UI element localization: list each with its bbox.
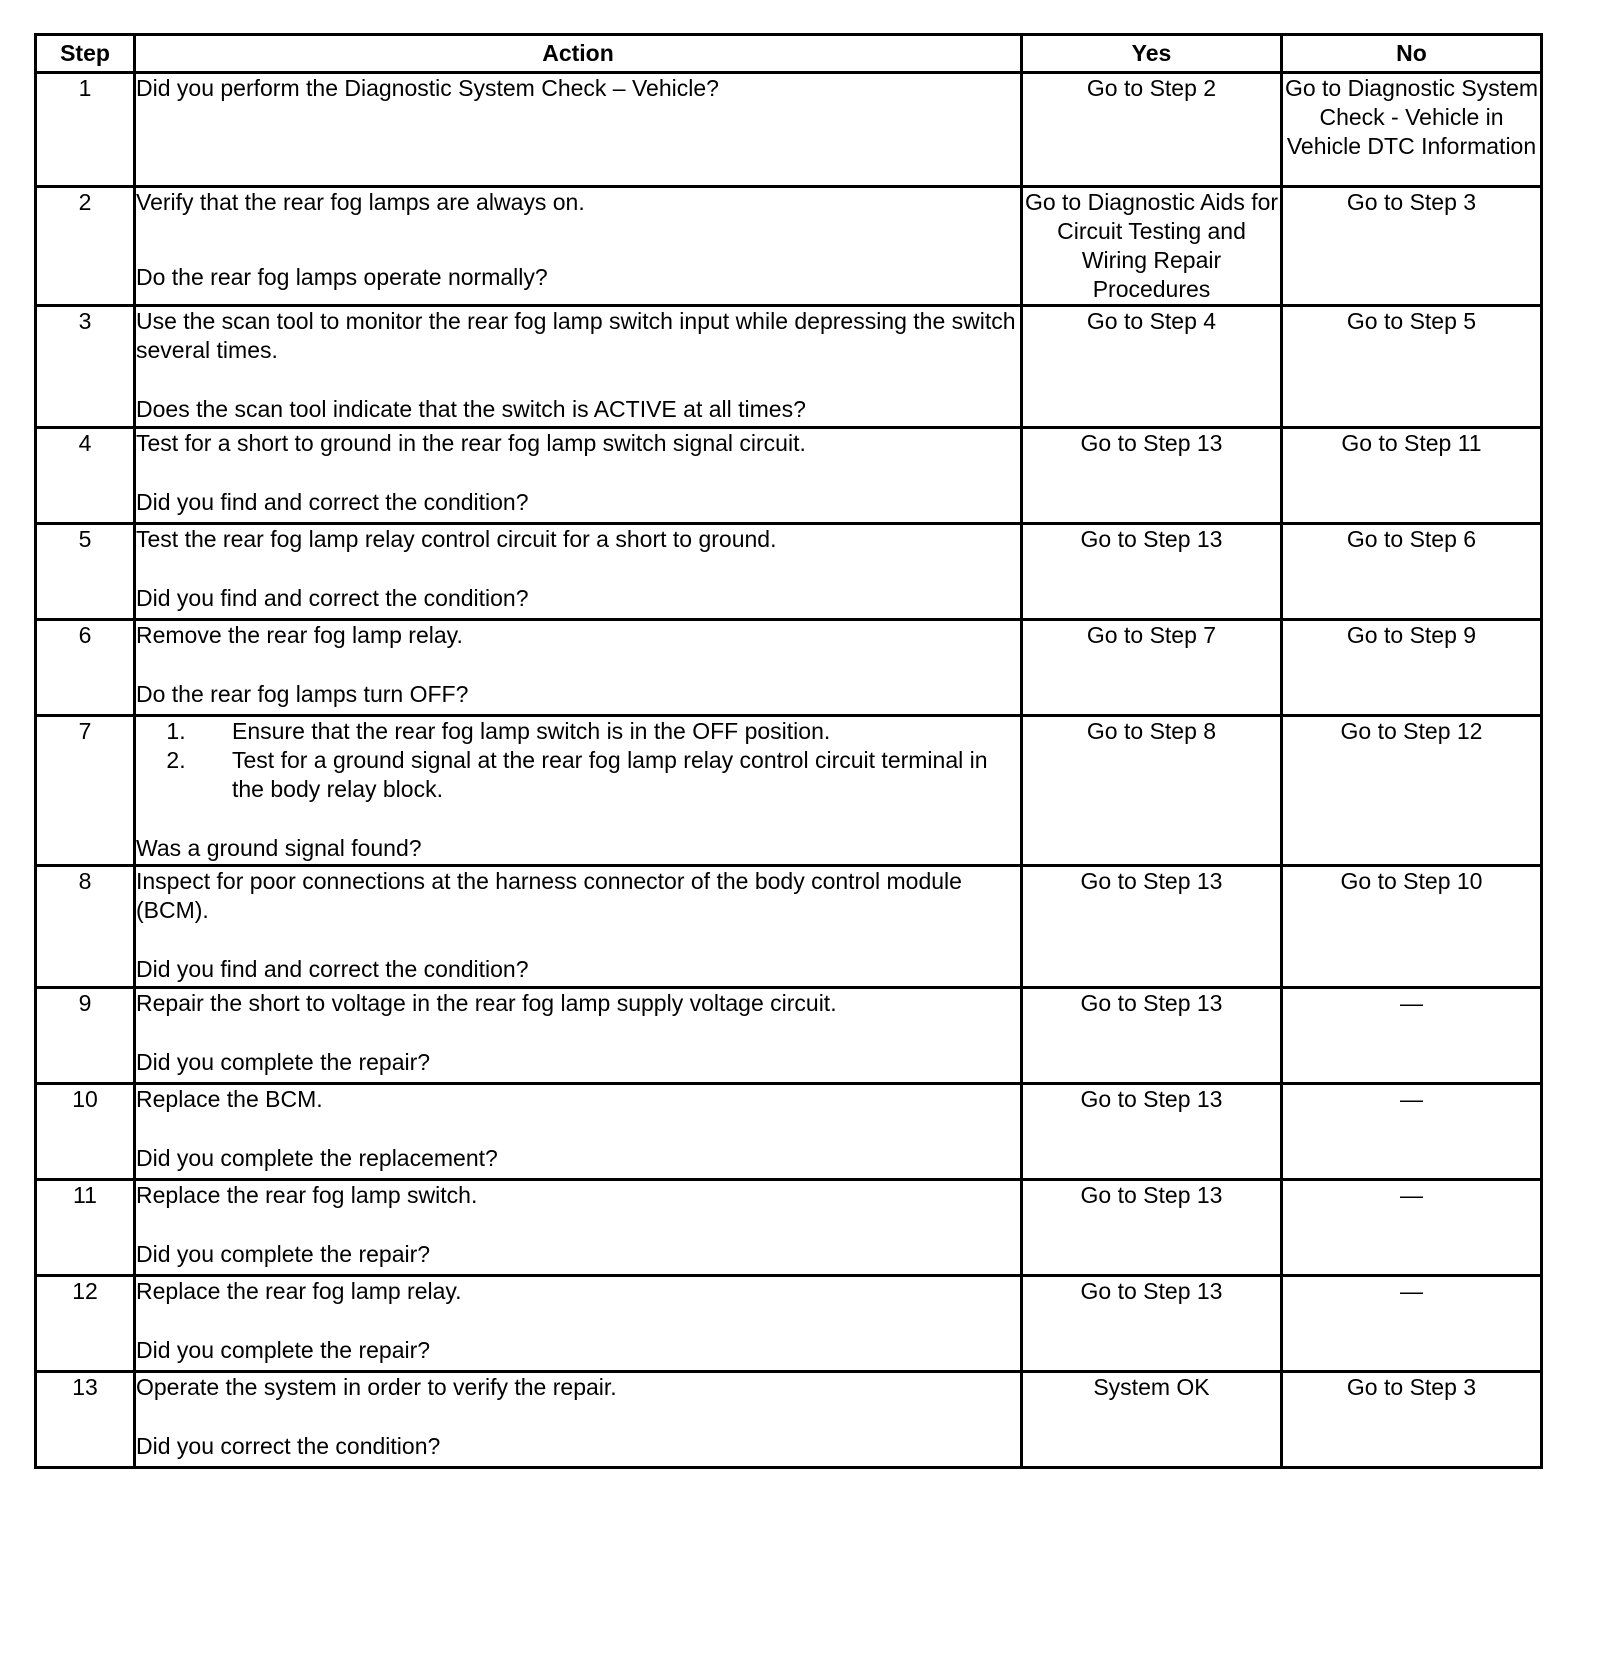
action-content [136,74,1020,178]
action-content [136,307,1020,424]
table-row [36,866,1542,988]
action-instructions [136,1085,1020,1114]
no-result: Go to Step 3 [1282,187,1542,306]
no-result: — [1282,988,1542,1084]
action-cell [135,620,1022,716]
action-content [136,989,1020,1077]
action-question: Did you find and correct the condition? [136,489,529,515]
action-instructions [136,717,1020,804]
action-question: Do the rear fog lamps turn OFF? [136,681,469,707]
no-result: — [1282,1084,1542,1180]
step-number: 3 [36,306,135,428]
action-instructions [136,525,1020,554]
yes-result: Go to Step 4 [1022,306,1282,428]
action-text: Inspect for poor connections at the harness connector of the body control module (BCM). [136,868,962,923]
action-cell [135,1084,1022,1180]
action-content [136,1085,1020,1173]
action-cell [135,524,1022,620]
yes-result: Go to Step 13 [1022,1276,1282,1372]
action-instructions [136,74,1020,103]
action-text: Test for a short to ground in the rear fog lamp switch signal circuit. [136,430,806,456]
action-text: Repair the short to voltage in the rear fog lamp supply voltage circuit. [136,990,837,1016]
action-content [136,429,1020,517]
action-cell [135,716,1022,866]
sub-step-item: 1. Ensure that the rear fog lamp switch is in the OFF position. [192,717,1020,746]
table-row [36,716,1542,866]
action-instructions [136,307,1020,365]
action-content [136,621,1020,709]
yes-result: Go to Step 13 [1022,866,1282,988]
action-content [136,867,1020,984]
action-cell [135,988,1022,1084]
action-cell [135,1276,1022,1372]
action-content [136,1373,1020,1461]
action-question: Was a ground signal found? [136,835,422,861]
action-text: Test the rear fog lamp relay control circuit for a short to ground. [136,526,777,552]
table-row [36,187,1542,306]
step-number: 4 [36,428,135,524]
table-row [36,1180,1542,1276]
step-number: 9 [36,988,135,1084]
yes-result: Go to Step 13 [1022,524,1282,620]
step-number: 7 [36,716,135,866]
action-question: Do the rear fog lamps operate normally? [136,264,548,290]
action-content [136,717,1020,863]
action-cell [135,866,1022,988]
action-instructions [136,429,1020,458]
table-body [36,73,1542,1468]
no-result: Go to Step 10 [1282,866,1542,988]
action-text: Remove the rear fog lamp relay. [136,622,463,648]
action-text: Replace the rear fog lamp relay. [136,1278,462,1304]
header-step: Step [36,35,135,73]
step-number: 13 [36,1372,135,1468]
no-result: Go to Step 5 [1282,306,1542,428]
no-result: Go to Diagnostic System Check - Vehicle in Vehicle DTC Information [1282,73,1542,187]
table-row [36,524,1542,620]
diagnostic-table [34,33,1543,1469]
step-number: 8 [36,866,135,988]
no-result: Go to Step 3 [1282,1372,1542,1468]
action-question: Did you complete the repair? [136,1241,431,1267]
action-text: Verify that the rear fog lamps are always on. [136,189,585,215]
no-result: Go to Step 12 [1282,716,1542,866]
action-instructions [136,867,1020,925]
action-instructions [136,1181,1020,1210]
table-row [36,73,1542,187]
step-number: 11 [36,1180,135,1276]
action-content [136,1277,1020,1365]
action-content [136,525,1020,613]
table-row [36,620,1542,716]
action-cell [135,73,1022,187]
no-result: — [1282,1180,1542,1276]
yes-result: Go to Step 7 [1022,620,1282,716]
action-instructions [136,621,1020,650]
action-content [136,1181,1020,1269]
action-question: Did you find and correct the condition? [136,956,529,982]
action-question: Did you complete the replacement? [136,1145,498,1171]
yes-result: Go to Step 2 [1022,73,1282,187]
step-number: 6 [36,620,135,716]
table-row [36,988,1542,1084]
no-result: Go to Step 6 [1282,524,1542,620]
action-question: Does the scan tool indicate that the switch is ACTIVE at all times? [136,396,806,422]
action-instructions [136,1373,1020,1402]
action-question: Did you complete the repair? [136,1049,431,1075]
action-text: Did you perform the Diagnostic System Check – Vehicle? [136,75,719,101]
action-cell [135,428,1022,524]
table-row [36,1084,1542,1180]
action-cell [135,187,1022,306]
table-row [36,1372,1542,1468]
yes-result: Go to Step 13 [1022,1084,1282,1180]
action-cell [135,306,1022,428]
action-question: Did you complete the repair? [136,1337,431,1363]
step-number: 1 [36,73,135,187]
yes-result: System OK [1022,1372,1282,1468]
yes-result: Go to Step 13 [1022,1180,1282,1276]
action-question: Did you correct the condition? [136,1433,441,1459]
action-cell [135,1180,1022,1276]
table-row [36,306,1542,428]
step-number: 10 [36,1084,135,1180]
action-instructions [136,989,1020,1018]
no-result: Go to Step 11 [1282,428,1542,524]
yes-result: Go to Step 8 [1022,716,1282,866]
sub-step-list [136,717,1020,804]
action-text: Operate the system in order to verify the repair. [136,1374,617,1400]
sub-step-item: 2. Test for a ground signal at the rear fog lamp relay control circuit terminal in the body relay block. [192,746,1020,804]
header-no: No [1282,35,1542,73]
no-result: Go to Step 9 [1282,620,1542,716]
yes-result: Go to Step 13 [1022,988,1282,1084]
action-cell [135,1372,1022,1468]
yes-result: Go to Step 13 [1022,428,1282,524]
header-row [36,35,1542,73]
action-instructions [136,1277,1020,1306]
no-result: — [1282,1276,1542,1372]
table-row [36,428,1542,524]
action-text: Replace the BCM. [136,1086,323,1112]
action-question: Did you find and correct the condition? [136,585,529,611]
step-number: 5 [36,524,135,620]
header-action: Action [135,35,1022,73]
action-text: Use the scan tool to monitor the rear fog lamp switch input while depressing the switch several times. [136,308,1016,363]
yes-result: Go to Diagnostic Aids for Circuit Testing and Wiring Repair Procedures [1022,187,1282,306]
action-instructions [136,188,1020,217]
step-number: 2 [36,187,135,306]
action-text: Replace the rear fog lamp switch. [136,1182,478,1208]
table-row [36,1276,1542,1372]
action-content [136,188,1020,292]
header-yes: Yes [1022,35,1282,73]
step-number: 12 [36,1276,135,1372]
